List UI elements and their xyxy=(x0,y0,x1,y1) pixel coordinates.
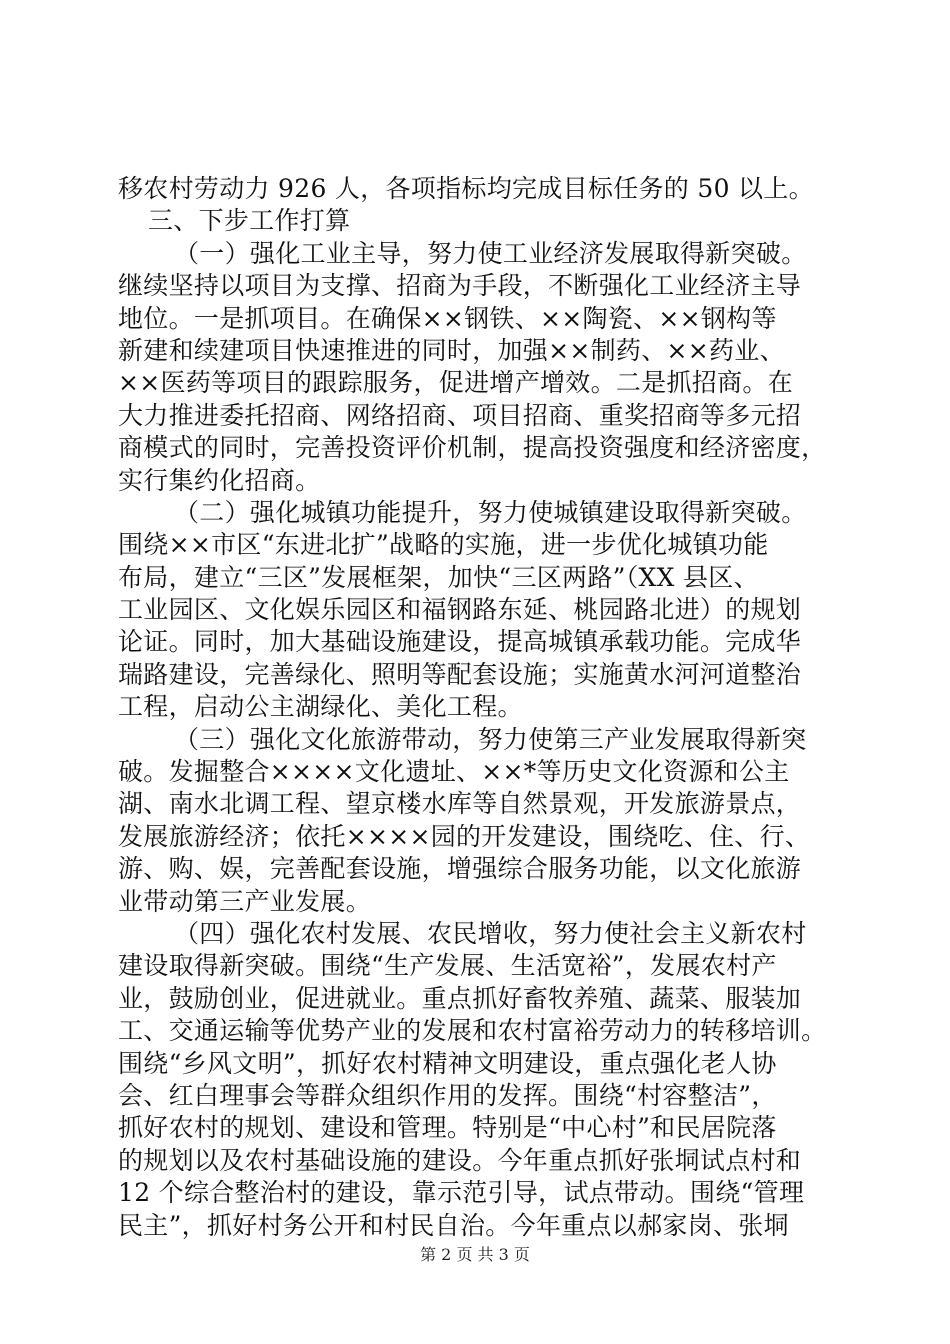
text-line: 建设取得新突破。围绕“生产发展、生活宽裕”，发展农村产 xyxy=(118,951,777,981)
text-line: 破。发掘整合××××文化遗址、××*等历史文化资源和公主 xyxy=(118,757,790,787)
text-line: 湖、南水北调工程、望京楼水库等自然景观，开发旅游景点， xyxy=(118,789,802,819)
text-line: 会、红白理事会等群众组织作用的发挥。围绕“村容整洁”， xyxy=(118,1080,777,1110)
text-line: （四）强化农村发展、农民增收，努力使社会主义新农村 xyxy=(174,918,807,948)
text-line: 三、下步工作打算 xyxy=(148,206,351,236)
text-line: （一）强化工业主导，努力使工业经济发展取得新突破。 xyxy=(174,238,807,268)
text-line: 工程，启动公主湖绿化、美化工程。 xyxy=(118,692,523,722)
text-line: ××医药等项目的跟踪服务，促进增产增效。二是抓招商。在 xyxy=(118,368,793,398)
text-line: 布局，建立“三区”发展框架，加快“三区两路”（XX 县区、 xyxy=(118,562,759,592)
text-line: 发展旅游经济；依托××××园的开发建设，围绕吃、住、行、 xyxy=(118,821,811,851)
text-line: 业带动第三产业发展。 xyxy=(118,886,372,916)
text-line: 论证。同时，加大基础设施建设，提高城镇承载功能。完成华 xyxy=(118,627,802,657)
text-line: 围绕××市区“东进北扩”战略的实施，进一步优化城镇功能 xyxy=(118,530,769,560)
text-line: 移农村劳动力 926 人，各项指标均完成目标任务的 50 以上。 xyxy=(118,174,814,203)
text-line: 业，鼓励创业，促进就业。重点抓好畜牧养殖、蔬菜、服装加 xyxy=(118,983,802,1013)
text-line: 的规划以及农村基础设施的建设。今年重点抓好张垌试点村和 xyxy=(118,1145,802,1175)
text-line: （三）强化文化旅游带动，努力使第三产业发展取得新突 xyxy=(174,724,807,754)
text-line: 商模式的同时，完善投资评价机制，提高投资强度和经济密度， xyxy=(118,433,827,463)
text-line: 地位。一是抓项目。在确保××钢铁、××陶瓷、××钢构等 xyxy=(118,303,777,333)
text-line: 抓好农村的规划、建设和管理。特别是“中心村”和民居院落 xyxy=(118,1113,777,1143)
text-line: 工、交通运输等优势产业的发展和农村富裕劳动力的转移培训。 xyxy=(118,1016,827,1046)
text-line: 大力推进委托招商、网络招商、项目招商、重奖招商等多元招 xyxy=(118,400,802,430)
text-line: 继续坚持以项目为支撑、招商为手段，不断强化工业经济主导 xyxy=(118,271,802,301)
text-line: 工业园区、文化娱乐园区和福钢路东延、桃园路北进）的规划 xyxy=(118,595,802,625)
text-line: 围绕“乡风文明”，抓好农村精神文明建设，重点强化老人协 xyxy=(118,1048,777,1078)
text-line: 民主”，抓好村务公开和村民自治。今年重点以郝家岗、张垌 xyxy=(118,1210,789,1240)
text-line: 游、购、娱，完善配套设施，增强综合服务功能，以文化旅游 xyxy=(118,854,802,884)
text-line: 实行集约化招商。 xyxy=(118,465,321,495)
text-line: （二）强化城镇功能提升，努力使城镇建设取得新突破。 xyxy=(174,497,807,527)
page-footer: 第 2 页 共 3 页 xyxy=(420,1245,530,1264)
document-body xyxy=(118,173,838,1242)
text-line: 瑞路建设，完善绿化、照明等配套设施；实施黄水河河道整治 xyxy=(118,659,802,689)
text-line: 12 个综合整治村的建设，靠示范引导，试点带动。围绕“管理 xyxy=(118,1178,805,1208)
text-line: 新建和续建项目快速推进的同时，加强××制药、××药业、 xyxy=(118,335,785,365)
